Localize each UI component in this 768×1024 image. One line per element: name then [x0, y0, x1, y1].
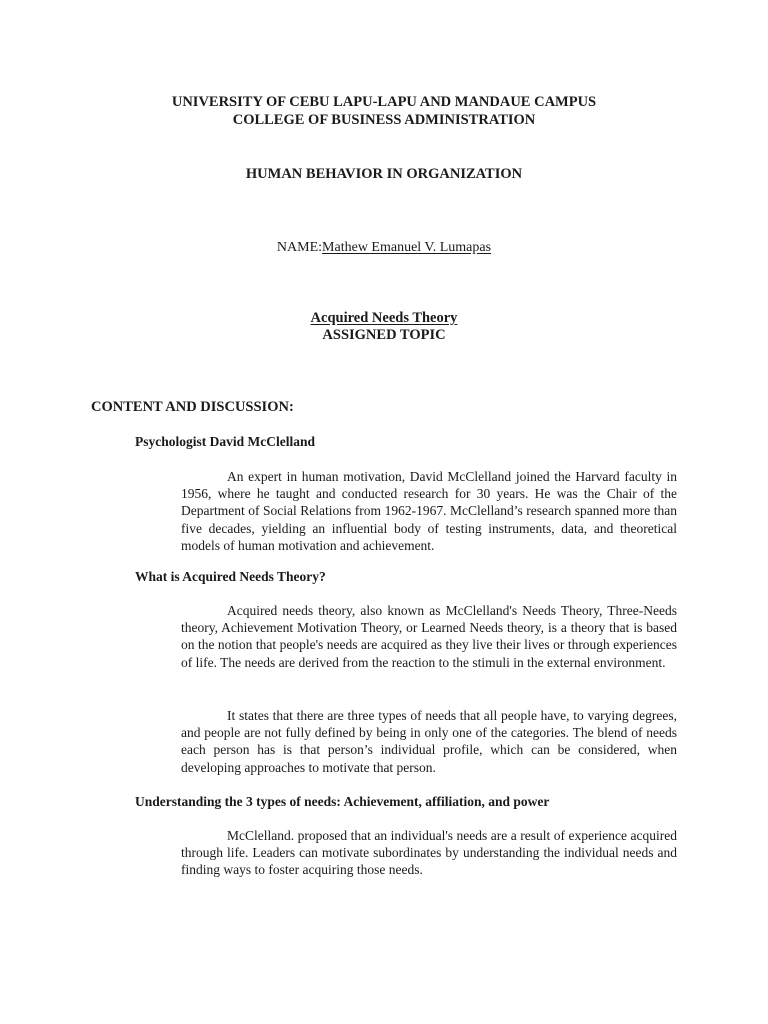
- name-line: [0, 239, 768, 256]
- university-title: UNIVERSITY OF CEBU LAPU-LAPU AND MANDAUE CAMPUS: [171, 94, 597, 110]
- topic-caption: ASSIGNED TOPIC: [322, 327, 446, 343]
- paragraph-mcclelland: An expert in human motivation, David McClelland joined the Harvard faculty in 1956, where he taught and conducted research for 30 years. He was the Chair of the Department of Social Relations from 1962-1967. McClelland’s research spanned more than five decades, yielding an influential body of testing instruments, data, and theoretical models of human motivation and achievement.: [181, 469, 677, 553]
- paragraph-what-is-2: It states that there are three types of needs that all people have, to varying degrees, and people are not fully defined by being in only one of the categories. The blend of needs each person has is that person’s individual profile, which can be considered, when developing approaches to motivate that person.: [181, 708, 677, 775]
- course-title: HUMAN BEHAVIOR IN ORGANIZATION: [245, 166, 523, 182]
- college-title: COLLEGE OF BUSINESS ADMINISTRATION: [232, 112, 536, 128]
- section-heading-what-is: What is Acquired Needs Theory?: [135, 569, 326, 584]
- name-label: NAME:: [276, 240, 323, 255]
- name-value: Mathew Emanuel V. Lumapas: [322, 240, 492, 255]
- paragraph-three-needs: McClelland. proposed that an individual's needs are a result of experience acquired through life. Leaders can motivate subordinates by understanding the individual needs and finding ways to foster acquiring those needs.: [181, 828, 677, 878]
- content-heading: CONTENT AND DISCUSSION:: [91, 399, 294, 415]
- section-heading-three-needs: Understanding the 3 types of needs: Achievement, affiliation, and power: [135, 794, 550, 809]
- section-heading-mcclelland: Psychologist David McClelland: [135, 434, 316, 449]
- paragraph-what-is-1: Acquired needs theory, also known as McClelland's Needs Theory, Three-Needs theory, Achievement Motivation Theory, or Learned Needs theory, is a theory that is based on the notion that people's needs are acquired as they live their lives or through experiences of life. The needs are derived from the reaction to the stimuli in the external environment.: [181, 603, 677, 670]
- topic-title: Acquired Needs Theory: [310, 310, 458, 326]
